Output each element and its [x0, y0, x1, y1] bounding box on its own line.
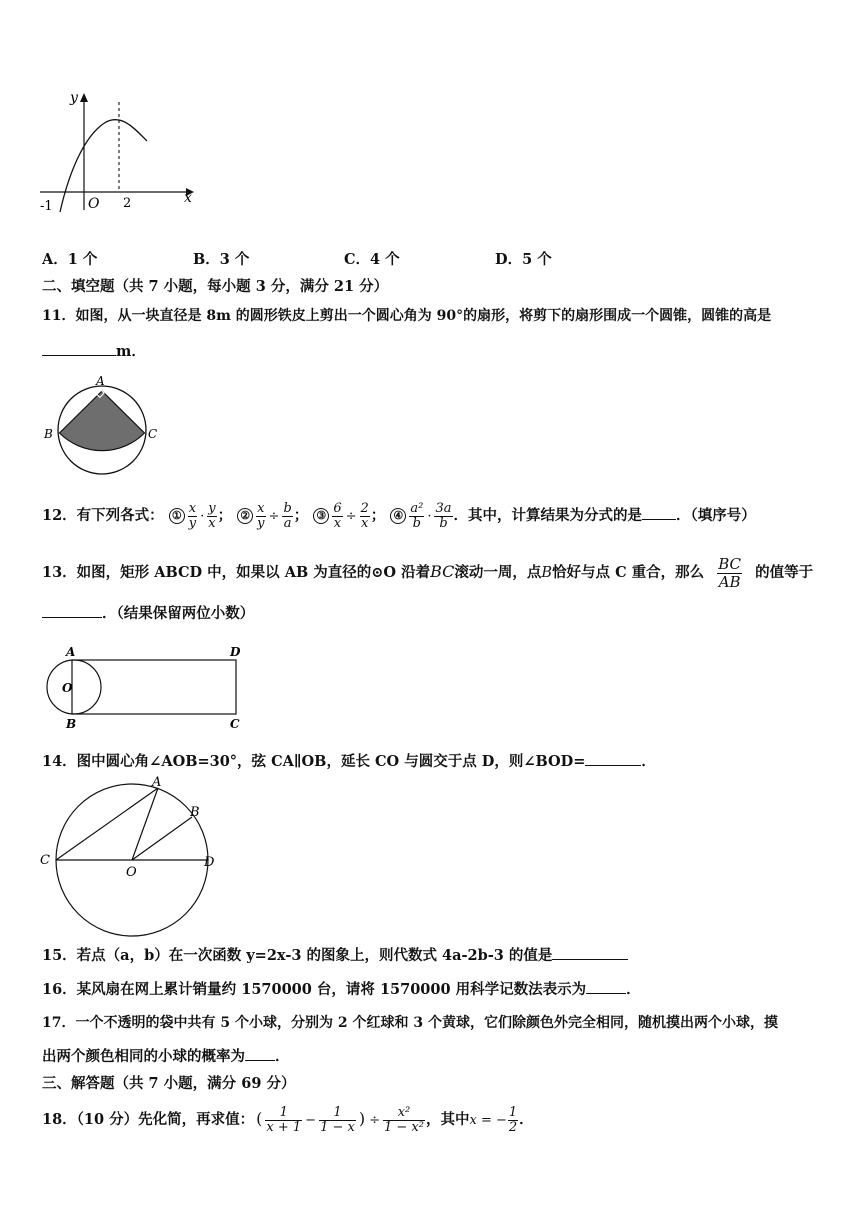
svg-text:A: A [152, 775, 162, 790]
neg1-label: -1 [40, 199, 53, 214]
q11-answer-blank [42, 340, 116, 356]
q11-line2: m． [42, 340, 146, 362]
option-d: D．5 个 [495, 251, 552, 268]
q12-answer-blank [642, 504, 676, 520]
sector-shape [60, 391, 145, 451]
svg-text:O: O [126, 865, 137, 880]
svg-text:A: A [96, 374, 105, 388]
q13-answer-blank [42, 602, 102, 618]
section-2-heading: 二、填空题（共 7 小题，每小题 3 分，满分 21 分） [42, 278, 389, 295]
radius-ob [132, 817, 192, 860]
q13-line1: 13．如图，矩形 ABCD 中，如果以 AB 为直径的⊙O 沿着BC滚动一周，点B恰好与点 C 重合，那么 $\frac{BC}{AB}$ 的值等于 [42, 554, 814, 591]
x-label: x [184, 190, 192, 206]
q13-line2: ．（结果保留两位小数） [42, 602, 254, 624]
circle-o [47, 660, 101, 714]
svg-text:B: B [66, 717, 77, 731]
svg-text:D: D [230, 645, 241, 659]
q17-line1: 17．一个不透明的袋中共有 5 个小球，分别为 2 个红球和 3 个黄球，它们除颜色外完全相同，随机摸出两个小球，摸 [42, 1015, 778, 1031]
radius-oa [132, 788, 158, 860]
q16-answer-blank [586, 978, 626, 994]
y-label: y [70, 90, 78, 106]
two-label: 2 [123, 196, 132, 211]
origin-label: O [88, 196, 100, 212]
svg-text:D: D [204, 855, 215, 870]
svg-text:B: B [44, 427, 53, 441]
option-a: A．1 个 [42, 251, 98, 268]
svg-text:C: C [40, 853, 50, 868]
q17-line2: 出两个颜色相同的小球的概率为 ． [42, 1045, 290, 1067]
svg-text:A: A [66, 645, 76, 659]
q13-rectangle-circle-figure [40, 640, 250, 740]
option-b: B．3 个 [193, 251, 250, 268]
q17-answer-blank [245, 1045, 275, 1061]
q11-line1: 11．如图，从一块直径是 8m 的圆形铁皮上剪出一个圆心角为 90°的扇形，将剪下的扇形围成一个圆锥，圆锥的高是 [42, 308, 772, 324]
q15-answer-blank [552, 944, 628, 960]
parabola-curve [60, 120, 147, 212]
q18-line: 18．（10 分）先化简，再求值： ( $\frac{1}{x + 1}$ − $\frac{1}{1 - x}$ ) ÷ $\frac{\text{x²}}{\text{1 − x²}}$ ，其中x = − $\frac{1}{2}$ ． [42, 1104, 534, 1135]
chord-ca [56, 788, 158, 860]
section-3-heading: 三、解答题（共 7 小题，满分 69 分） [42, 1075, 296, 1092]
option-c: C．4 个 [344, 251, 400, 268]
q15-line: 15．若点（a，b）在一次函数 y=2x-3 的图象上，则代数式 4a-2b-3 的值是 [42, 944, 628, 966]
q11-circle-sector-figure [40, 370, 170, 480]
q16-line: 16．某风扇在网上累计销量约 1570000 台，请将 1570000 用科学记数法表示为 ． [42, 978, 641, 1000]
svg-text:C: C [230, 717, 240, 731]
svg-text:C: C [148, 427, 158, 441]
rectangle-abcd [72, 660, 236, 714]
svg-text:B: B [190, 805, 200, 820]
q12-line: 12．有下列各式： ① $\frac{x}{y}$ · $\frac{y}{x}$ ； ② $\frac{x}{y}$ ÷ $\frac{b}{a}$ ； ③ $\frac{6}{x}$ ÷ $\frac{2}{x}$ ； ④ $\frac{\text{a²}}{b}$ · $\frac{3a}{b}$ ．其中，计算结果为分式的是 ．（填序号） [42, 500, 756, 531]
q10-graph-figure [36, 86, 206, 216]
q14-answer-blank [585, 750, 641, 766]
q14-line: 14．图中圆心角∠AOB=30°，弦 CA∥OB，延长 CO 与圆交于点 D，则∠BOD= ． [42, 750, 656, 772]
q14-circle-figure [36, 774, 236, 944]
svg-text:O: O [62, 681, 73, 695]
